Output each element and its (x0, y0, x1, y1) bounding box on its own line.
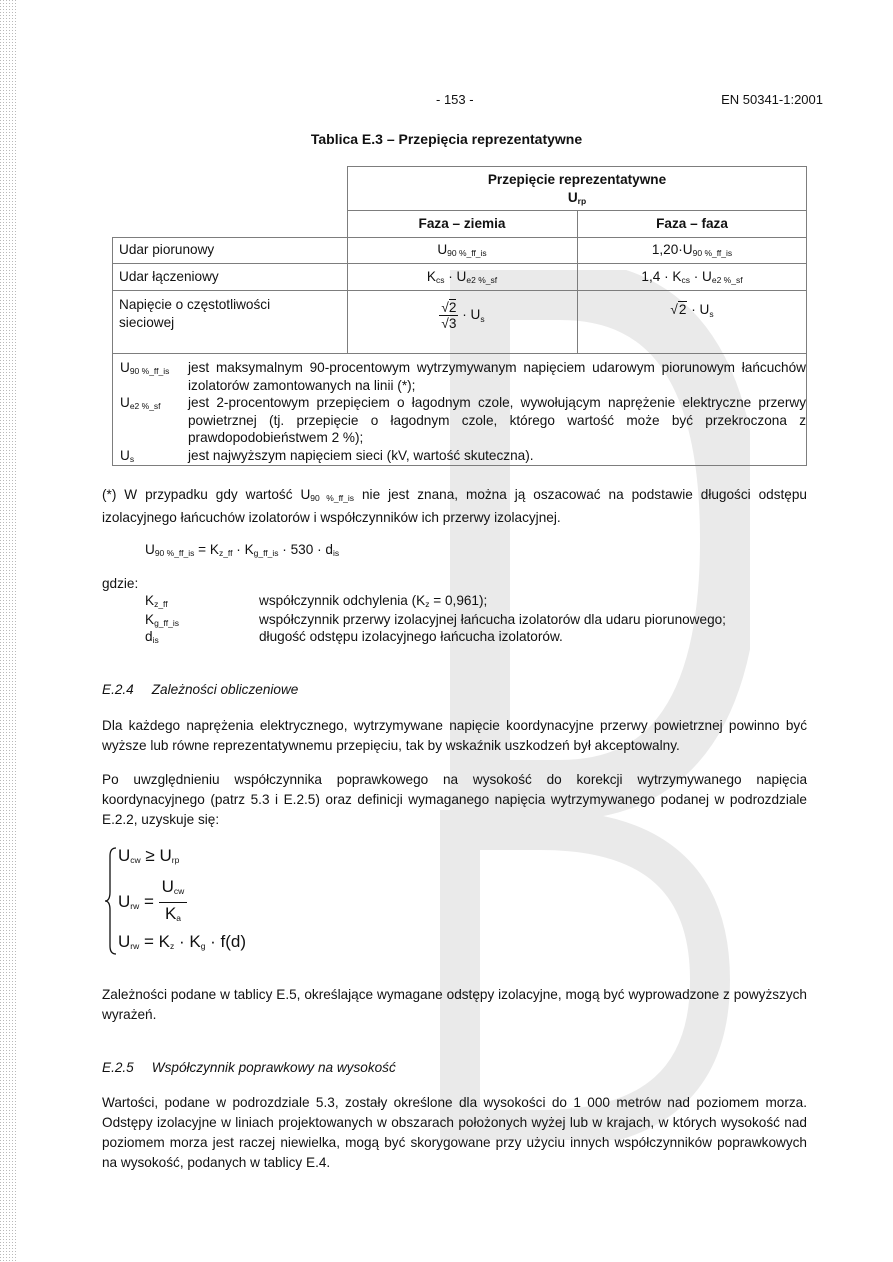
sqrt2-over-sqrt3-fraction: $\frac{√2}{√3}$ (441, 300, 457, 331)
where-label: gdzie: (102, 576, 139, 591)
col-header-faza-ziemia: Faza – ziemia (418, 216, 506, 231)
row-label-udar-piorunowy: Udar piorunowy (119, 242, 215, 257)
cell-r2-faza-faza: $1,4 \cdot K_{cs} \cdot U_{e2 \%\_sf}$ (641, 269, 743, 285)
cell-r3-faza-faza: $√2 \cdot U_s$ (670, 302, 714, 319)
cell-r1-faza-faza: $1,20\cdot U_{90 \%\_ff\_is}$ (651, 242, 733, 258)
equation-line-1: $U_{cw} \ge U_{rp}$ (118, 846, 180, 865)
legend-text: jest maksymalnym 90-procentowym wytrzymywanym napięciem udarowym piorunowym łańcuchów izolatorów zamontowanych na linii (*); (188, 360, 806, 393)
row-label-napiecie: Napięcie o częstotliwości sieciowej (119, 297, 271, 330)
where-def-dis: długość odstępu izolacyjnego łańcucha izolatorów. (259, 629, 563, 644)
left-brace (104, 846, 118, 956)
where-symbol-dis: $d_{is}$ (145, 629, 159, 645)
page-number: - 153 - (436, 92, 474, 107)
cell-r2-faza-ziemia: $K_{cs} \cdot U_{e2 \%\_sf}$ (426, 269, 498, 285)
section-heading-e24: E.2.4 Zależności obliczeniowe (102, 682, 299, 697)
legend-text: jest 2-procentowym przepięciem o łagodnym czole, wywołującym naprężenie elektryczne przerwy powietrznej (tj. przepięcie o łagodnym czole, którego wartość może być przekroczona z prawdopodobieństwem 2 %); (188, 395, 806, 445)
paragraph-e24-1: Dla każdego naprężenia elektrycznego, wytrzymywane napięcie koordynacyjne przerwy powietrznej powinno być wyższe lub równe reprezentatywnemu przepięciu, tak by wskaźnik uszkodzeń był akceptowalny. (102, 718, 807, 753)
group-header: Przepięcie reprezentatywne (487, 172, 667, 187)
paragraph-e24-2: Po uwzględnieniu współczynnika poprawkowego na wysokość do korekcji wytrzymywanego napięcia koordynacyjnego (patrz 5.3 i E.2.5) oraz definicji wymaganego napięcia wytrzymywanego podanej w podrozdziale E.2.2, uzyskuje się: (102, 772, 807, 827)
section-heading-e25: E.2.5 Współczynnik poprawkowy na wysokość (102, 1060, 396, 1075)
legend-symbol: $U_{e2 \%\_sf}$ (120, 395, 161, 411)
where-symbol-kz: $K_{z\_ff}$ (145, 593, 168, 609)
formula-u90: $U_{90 \%\_ff\_is} = K_{z\_ff} \cdot K_{g\_ff\_is} \cdot 530 \cdot d_{is}$ (145, 542, 340, 558)
paragraph-e25-1: Wartości, podane w podrozdziale 5.3, zostały określone dla wysokości do 1 000 metrów nad poziomem morza. Odstępy izolacyjne w liniach projektowanych w obszarach położonych wyżej lub w krajach, w których wysokość nad poziomem morza jest raczej niewielka, mogą być skorygowane przy użyciu innych współczynników poprawkowych na wysokość, podanych w tablicy E.4. (102, 1095, 807, 1170)
where-def-kz: współczynnik odchylenia $(K_z = 0,961)$; (259, 593, 488, 609)
col-header-faza-faza: Faza – faza (656, 216, 728, 231)
legend-symbol: $U_s$ (120, 448, 135, 464)
scan-edge-texture (0, 0, 22, 1262)
group-symbol: $U_{rp}$ (567, 190, 587, 206)
equation-line-3: $U_{rw} = K_z \cdot K_g \cdot f(d)$ (118, 932, 247, 951)
equation-system (104, 846, 304, 956)
uw-over-ka-fraction: $\frac{U_{cw}}{K_a}$ (159, 876, 188, 929)
cell-r1-faza-ziemia: $U_{90 \%\_ff\_is}$ (437, 242, 487, 258)
legend-symbol: $U_{90 \%\_ff\_is}$ (120, 360, 170, 376)
row-label-udar-laczeniowy: Udar łączeniowy (119, 269, 219, 284)
cell-r3-faza-ziemia: $\frac{√2}{√3}$ · $U_s$ (441, 300, 485, 331)
legend-text: jest najwyższym napięciem sieci (kV, wartość skuteczna). (188, 448, 534, 463)
standard-id: EN 50341-1:2001 (721, 92, 823, 107)
table-title: Tablica E.3 – Przepięcia reprezentatywne (310, 131, 583, 147)
where-symbol-kg: $K_{g\_ff\_is}$ (145, 612, 179, 628)
paragraph-e24-3: Zależności podane w tablicy E.5, określające wymagane odstępy izolacyjne, mogą być wyprowadzone z powyższych wyrażeń. (102, 987, 807, 1022)
footnote-paragraph: (*) W przypadku gdy wartość $U_{90 \%\_ff\_is}$ nie jest znana, można ją oszacować na podstawie długości odstępu izolacyjnego łańcuchów izolatorów i współczynników ich przerwy izolacyjnej. (102, 487, 807, 525)
where-def-kg: współczynnik przerwy izolacyjnej łańcucha izolatorów dla udaru piorunowego; (259, 612, 726, 627)
equation-line-2: $U_{rw}$ = $\frac{U_{cw}}{K_a}$ (118, 876, 187, 929)
